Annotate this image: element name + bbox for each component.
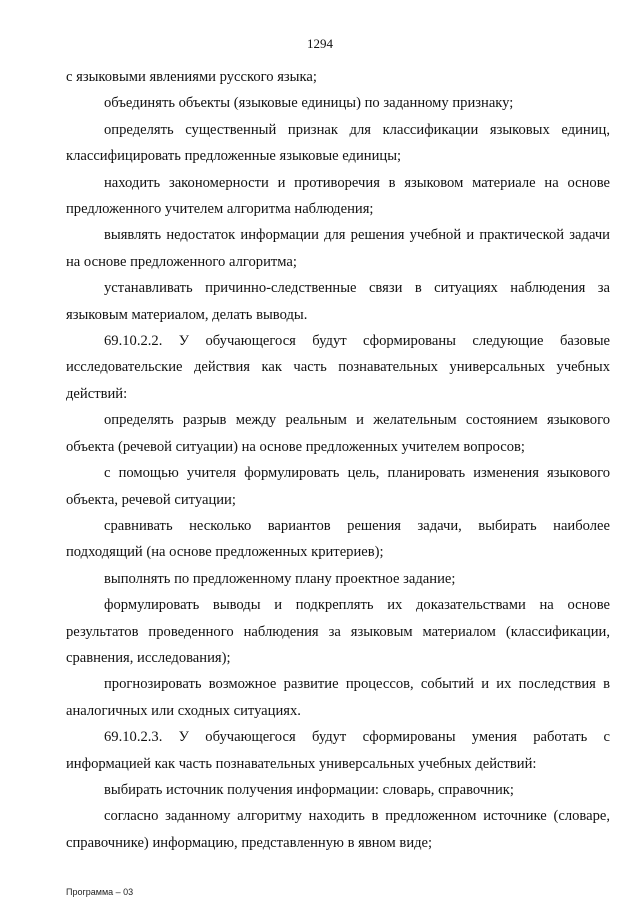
page-number: 1294 [307, 36, 333, 51]
paragraph: выбирать источник получения информации: словарь, справочник; [104, 781, 514, 798]
paragraph: определять существенный признак для классификации языковых единиц, классифицировать предложенные языковые единицы; [66, 121, 610, 165]
paragraph: формулировать выводы и подкреплять их доказательствами на основе результатов проведенного наблюдения за языковым материалом (классификации, сравнения, исследования); [66, 597, 610, 666]
page-footer: Программа – 03 [66, 887, 134, 897]
paragraph: согласно заданному алгоритму находить в предложенном источнике (словаре, справочнике) информацию, представленную в явном виде; [66, 808, 610, 851]
document-body [66, 64, 610, 856]
paragraph: определять разрыв между реальным и желательным состоянием языкового объекта (речевой ситуации) на основе предложенных учителем вопросов; [66, 412, 610, 455]
paragraph: выявлять недостаток информации для решения учебной и практической задачи на основе предложенного алгоритма; [66, 227, 610, 270]
section-heading-paragraph: 69.10.2.2. У обучающегося будут сформированы следующие базовые исследовательские действия как часть познавательных универсальных учебных действий: [66, 333, 610, 402]
paragraph: с языковыми явлениями русского языка; [66, 69, 317, 85]
paragraph: устанавливать причинно-следственные связи в ситуациях наблюдения за языковым материалом, делать выводы. [66, 280, 610, 323]
paragraph: объединять объекты (языковые единицы) по заданному признаку; [104, 95, 514, 112]
paragraph: сравнивать несколько вариантов решения задачи, выбирать наиболее подходящий (на основе предложенных критериев); [66, 517, 610, 561]
paragraph: с помощью учителя формулировать цель, планировать изменения языкового объекта, речевой ситуации; [66, 465, 610, 508]
section-heading-paragraph: 69.10.2.3. У обучающегося будут сформированы умения работать с информацией как часть познавательных универсальных учебных действий: [66, 729, 610, 772]
paragraph: прогнозировать возможное развитие процессов, событий и их последствия в аналогичных или сходных ситуациях. [66, 676, 610, 719]
paragraph: выполнять по предложенному плану проектное задание; [104, 570, 456, 587]
paragraph: находить закономерности и противоречия в языковом материале на основе предложенного учителем алгоритма наблюдения; [66, 174, 610, 218]
